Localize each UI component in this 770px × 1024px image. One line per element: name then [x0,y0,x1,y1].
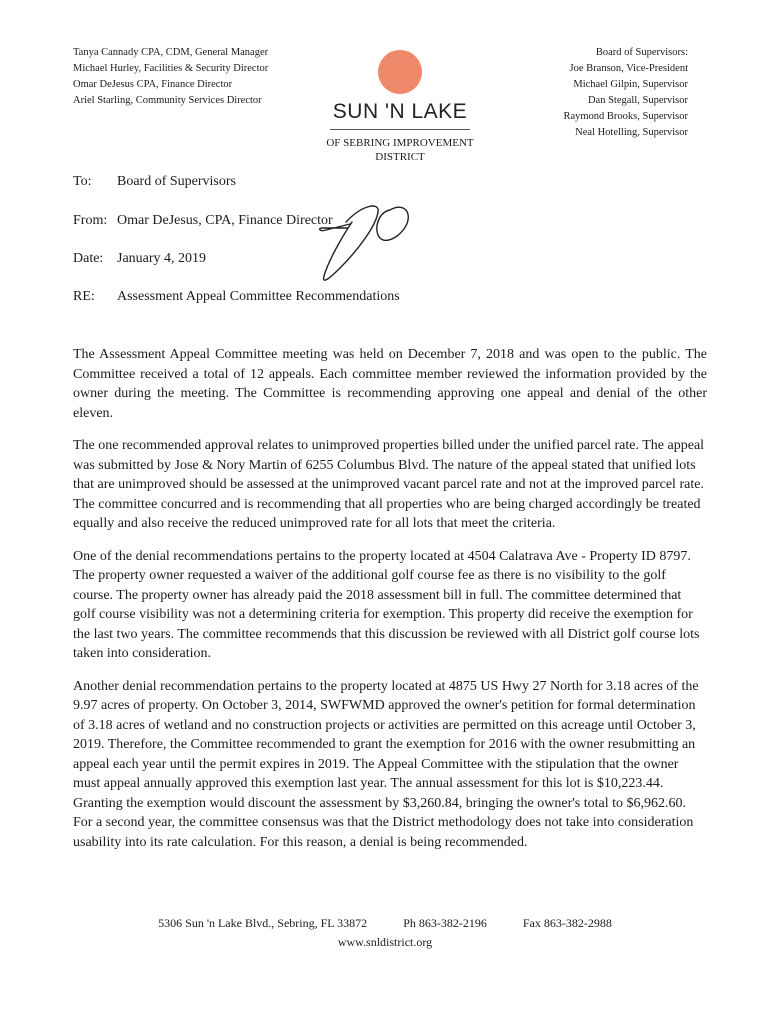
memo-from-label: From: [73,213,108,228]
signature-initials [318,200,418,290]
paragraph-intro: The Assessment Appeal Committee meeting was held on December 7, 2018 and was open to the public. The Committee received a total of 12 appeals. Each committee member reviewed the information provided by the owner during the meeting. The Committee is recommending approving one appeal and denial of the other eleven. [73,347,707,421]
board-list [563,45,688,141]
sun-icon [378,50,422,94]
paragraph-denial-hwy27: Another denial recommendation pertains to the property located at 4875 US Hwy 27 North for 3.18 acres of the 9.97 acres of property. On October 3, 2014, SWFWMD approved the owner's petition for formal determination of 3.18 acres of wetland and no construction projects or activities are permitted on this acreage until October 3, 2019. Therefore, the Committee recommended to grant the exemption for 2016 with the owner resubmitting an appeal each year until the permit expires in 2019. The Appeal Committee with the stipulation that the owner must appeal annually approved this exemption last year. The annual assessment for this lot is $10,223.44. Granting the exemption would discount the assessment by $3,260.84, bringing the owner's total to $6,962.60. For a second year, the committee consensus was that the District methodology does not take into consideration usability into its rate calculation. For this reason, a denial is being recommended. [73,678,699,850]
letterhead-footer [0,914,770,952]
memo-to [73,174,236,190]
memo-date-label: Date: [73,251,104,266]
memo-body [73,345,707,865]
footer-phone: Ph 863-382-2196 [403,916,487,930]
district-subtitle-2: DISTRICT [375,151,425,163]
memo-from-value: Omar DeJesus, CPA, Finance Director [117,213,333,228]
staff-facilities-director: Michael Hurley, Facilities & Security Director [73,63,269,74]
memo-to-value: Board of Supervisors [117,174,236,189]
board-heading: Board of Supervisors: [595,47,688,58]
board-member: Raymond Brooks, Supervisor [563,111,688,122]
staff-list [73,45,268,109]
memo-re [73,289,400,305]
staff-community-director: Ariel Starling, Community Services Director [73,95,262,106]
footer-website: www.snldistrict.org [337,935,433,949]
memo-from [73,213,333,229]
memo-date-value: January 4, 2019 [117,251,207,266]
board-member: Neal Hotelling, Supervisor [575,127,688,138]
district-name: SUN 'N LAKE [332,100,468,123]
district-subtitle-1: OF SEBRING IMPROVEMENT [326,137,474,149]
footer-address: 5306 Sun 'n Lake Blvd., Sebring, FL 33872 [158,916,368,930]
memo-re-value: Assessment Appeal Committee Recommendations [117,289,400,304]
board-member: Joe Branson, Vice-President [569,63,688,74]
board-member: Dan Stegall, Supervisor [587,95,688,106]
footer-fax: Fax 863-382-2988 [522,916,612,930]
staff-finance-director: Omar DeJesus CPA, Finance Director [73,79,233,90]
logo-divider [330,129,470,130]
memo-re-label: RE: [73,289,95,304]
memo-date [73,251,206,267]
memo-to-label: To: [73,174,92,189]
board-member: Michael Gilpin, Supervisor [573,79,688,90]
paragraph-denial-calatrava: One of the denial recommendations pertains to the property located at 4504 Calatrava Ave - Property ID 8797. The property owner requested a waiver of the additional golf course fee as there is no visibility to the golf course. The property owner has already paid the 2018 assessment bill in full. The committee determined that golf course visibility was not a determining criteria for exemption. This property did receive the exemption for the last two years. The committee recommends that this discussion be reviewed with all District golf course lots taken into consideration. [73,548,700,661]
staff-general-manager: Tanya Cannady CPA, CDM, General Manager [73,47,269,58]
district-logo [320,50,480,164]
paragraph-approval: The one recommended approval relates to unimproved properties billed under the unified parcel rate. The appeal was submitted by Jose & Nory Martin of 6255 Columbus Blvd. The nature of the appeal stated that unified lots that are unimproved should be assessed at the unimproved vacant parcel rate and not at the improved parcel rate. The committee concurred and is recommending that all properties who are being charged accordingly be treated equally and also receive the reduced unimproved rate for all lots that meet the criteria. [73,438,705,531]
